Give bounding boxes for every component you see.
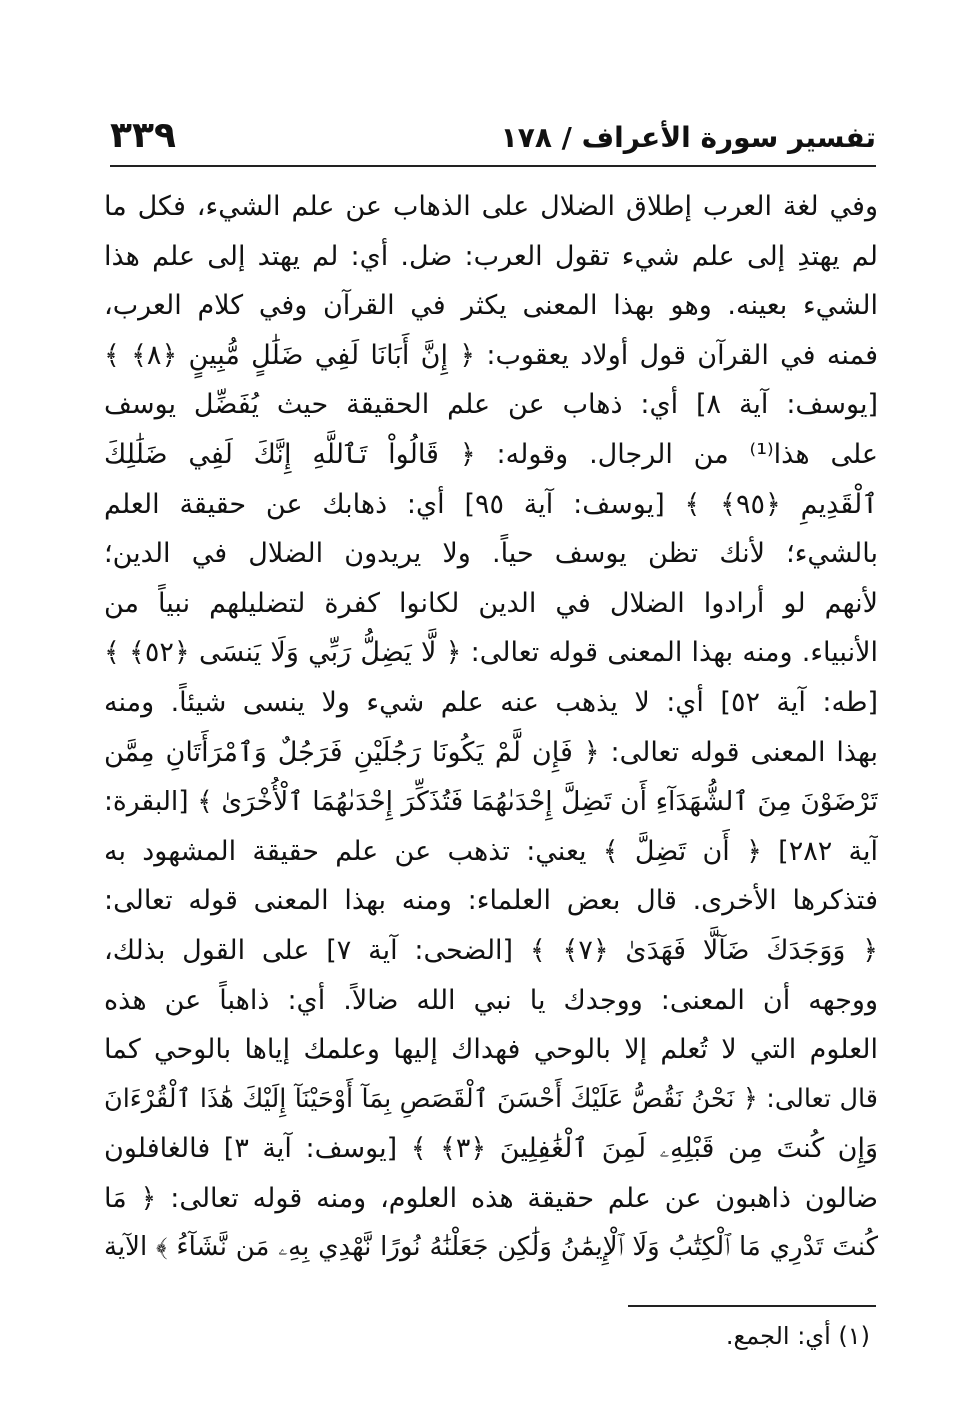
- body-line: [يوسف: آية ٨] أي: ذهاب عن علم الحقيقة حيث يُفَضِّل يوسف: [104, 389, 878, 421]
- footnote: (١) أي: الجمع.: [725, 1322, 870, 1350]
- footnote-rule: [628, 1305, 876, 1307]
- body-line: فتذكرها الأخرى. قال بعض العلماء: ومنه بهذا المعنى قوله تعالى:: [104, 885, 878, 917]
- running-header: [110, 115, 876, 168]
- body-line: وفي لغة العرب إطلاق الضلال على الذهاب عن علم الشيء، فكل ما: [104, 191, 878, 222]
- body-line: بهذا المعنى قوله تعالى: ﴿ فَإِن لَّمْ يَكُونَا رَجُلَيْنِ فَرَجُلٌ وَٱمْرَأَتَانِ مِمَّن: [104, 736, 878, 768]
- header-rule: [110, 165, 876, 167]
- body-line: فمنه في القرآن قول أولاد يعقوب: ﴿ إِنَّ أَبَانَا لَفِي ضَلَٰلٍ مُّبِينٍ ﴿٨﴾ ﴾: [104, 339, 878, 371]
- body-line: وَإِن كُنتَ مِن قَبْلِهِۦ لَمِنَ ٱلْغَٰفِلِينَ ﴿٣﴾ ﴾ [يوسف: آية ٣] فالغافلون: [104, 1133, 878, 1165]
- body-line: ووجهه أن المعنى: ووجدك يا نبي الله ضالاً. أي: ذاهباً عن هذه: [104, 984, 878, 1016]
- page-number: ٣٣٩: [110, 115, 176, 156]
- header-title: تفسير سورة الأعراف / ١٧٨: [500, 121, 876, 154]
- body-line: قال تعالى: ﴿ نَحْنُ نَقُصُّ عَلَيْكَ أَحْسَنَ ٱلْقَصَصِ بِمَآ أَوْحَيْنَآ إِلَيْكَ هَٰذَا ٱلْقُرْءَانَ: [104, 1083, 878, 1114]
- body-text: [104, 182, 878, 1273]
- body-line: آية ٢٨٢] ﴿ أَن تَضِلَّ ﴾ يعني: تذهب عن علم حقيقة المشهود به: [104, 835, 878, 867]
- body-line: لأنهم لو أرادوا الضلال في الدين لكانوا كفرة لتضليلهم نبياً من: [104, 587, 878, 619]
- body-line: كُنتَ تَدْرِي مَا ٱلْكِتَٰبُ وَلَا ٱلْإِيمَٰنُ وَلَٰكِن جَعَلْنَٰهُ نُورًا نَّهْدِي بِهِۦ مَن نَّشَآءُ ﴾ الآية: [104, 1232, 878, 1263]
- body-line: الشيء بعينه. وهو بهذا المعنى يكثر في القرآن وفي كلام العرب،: [104, 290, 878, 322]
- body-line: على هذا⁽¹⁾ من الرجال. وقوله: ﴿ قَالُواْ تَٱللَّهِ إِنَّكَ لَفِي ضَلَٰلِكَ: [104, 438, 878, 470]
- body-line: ﴿ وَوَجَدَكَ ضَآلًّا فَهَدَىٰ ﴿٧﴾ ﴾ [الضحى: آية ٧] على القول بذلك،: [104, 934, 878, 966]
- body-line: ضالون ذاهبون عن علم حقيقة هذه العلوم، ومنه قوله تعالى: ﴿ مَا: [104, 1182, 878, 1214]
- body-line: [طه: آية ٥٢] أي: لا يذهب عنه علم شيء ولا ينسى شيئاً. ومنه: [104, 686, 878, 718]
- body-line: بالشيء؛ لأنك تظن يوسف حياً. ولا يريدون الضلال في الدين؛: [104, 538, 878, 570]
- body-line: العلوم التي لا تُعلم إلا بالوحي فهداك إليها وعلمك إياها بالوحي كما: [104, 1034, 878, 1066]
- body-line: ٱلْقَدِيمِ ﴿٩٥﴾ ﴾ [يوسف: آية ٩٥] أي: ذهابك عن حقيقة العلم: [104, 488, 878, 520]
- body-line: الأنبياء. ومنه بهذا المعنى قوله تعالى: ﴿ لَّا يَضِلُّ رَبِّي وَلَا يَنسَى ﴿٥٢﴾ ﴾: [104, 637, 878, 669]
- body-line: تَرْضَوْنَ مِنَ ٱلشُّهَدَآءِ أَن تَضِلَّ إِحْدَىٰهُمَا فَتُذَكِّرَ إِحْدَىٰهُمَا ٱلْأُخْرَىٰ ﴾ [البقرة:: [104, 786, 878, 818]
- body-line: لم يهتدِ إلى علم شيء تقول العرب: ضل. أي: لم يهتد إلى علم هذا: [104, 240, 878, 272]
